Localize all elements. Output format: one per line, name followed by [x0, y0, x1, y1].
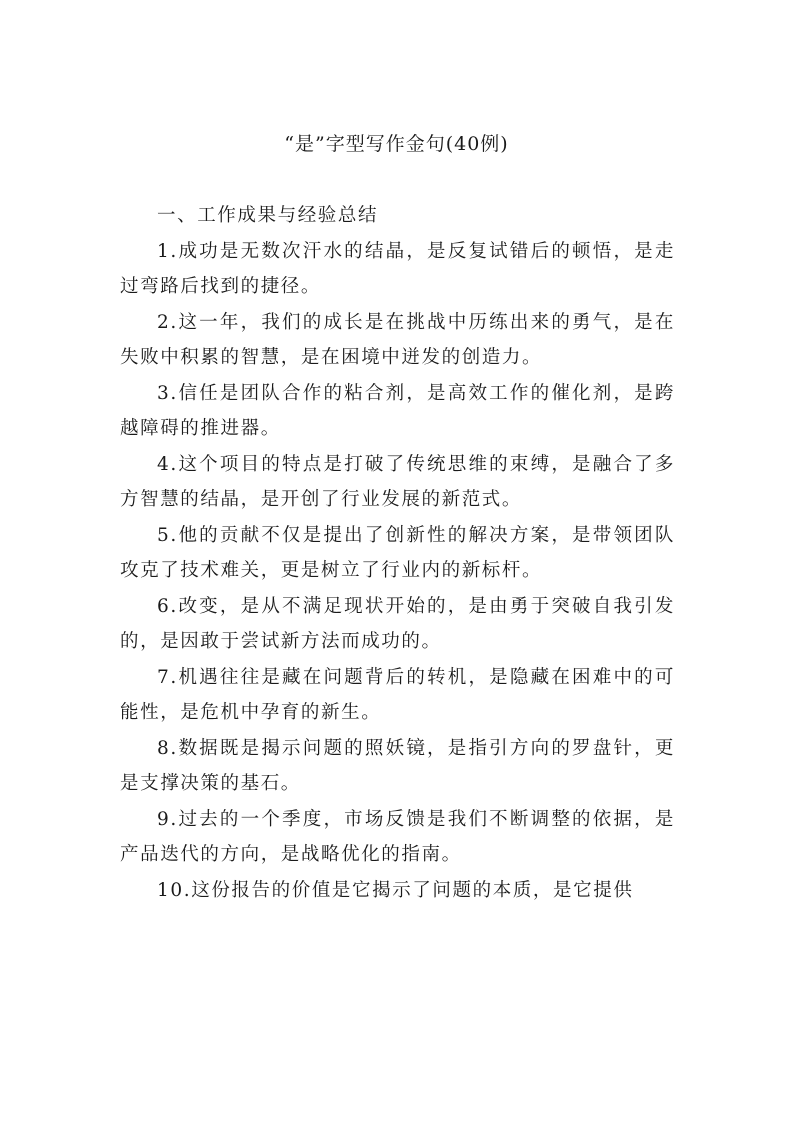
paragraph-item: 6.改变，是从不满足现状开始的，是由勇于突破自我引发的，是因敢于尝试新方法而成功的。: [120, 595, 675, 652]
paragraph-item: 8.数据既是揭示问题的照妖镜，是指引方向的罗盘针，更是支撑决策的基石。: [120, 737, 675, 794]
paragraph-item: 10.这份报告的价值是它揭示了问题的本质，是它提供: [157, 879, 634, 901]
section-heading: 一、工作成果与经验总结: [157, 205, 379, 226]
paragraph-item: 7.机遇往往是藏在问题背后的转机，是隐藏在困难中的可能性，是危机中孕育的新生。: [120, 666, 675, 723]
document-title: “是”字型写作金句(40例): [284, 133, 509, 155]
paragraph-item: 3.信任是团队合作的粘合剂，是高效工作的催化剂，是跨越障碍的推进器。: [120, 382, 675, 439]
paragraph-item: 2.这一年，我们的成长是在挑战中历练出来的勇气，是在失败中积累的智慧，是在困境中迸发的创造力。: [120, 311, 675, 368]
paragraph-item: 9.过去的一个季度，市场反馈是我们不断调整的依据，是产品迭代的方向，是战略优化的指南。: [120, 808, 675, 865]
paragraph-item: 5.他的贡献不仅是提出了创新性的解决方案，是带领团队攻克了技术难关，更是树立了行业内的新标杆。: [120, 524, 675, 581]
paragraph-item: 4.这个项目的特点是打破了传统思维的束缚，是融合了多方智慧的结晶，是开创了行业发展的新范式。: [120, 453, 675, 510]
paragraph-item: 1.成功是无数次汗水的结晶，是反复试错后的顿悟，是走过弯路后找到的捷径。: [120, 240, 675, 297]
document-body: [120, 198, 675, 908]
